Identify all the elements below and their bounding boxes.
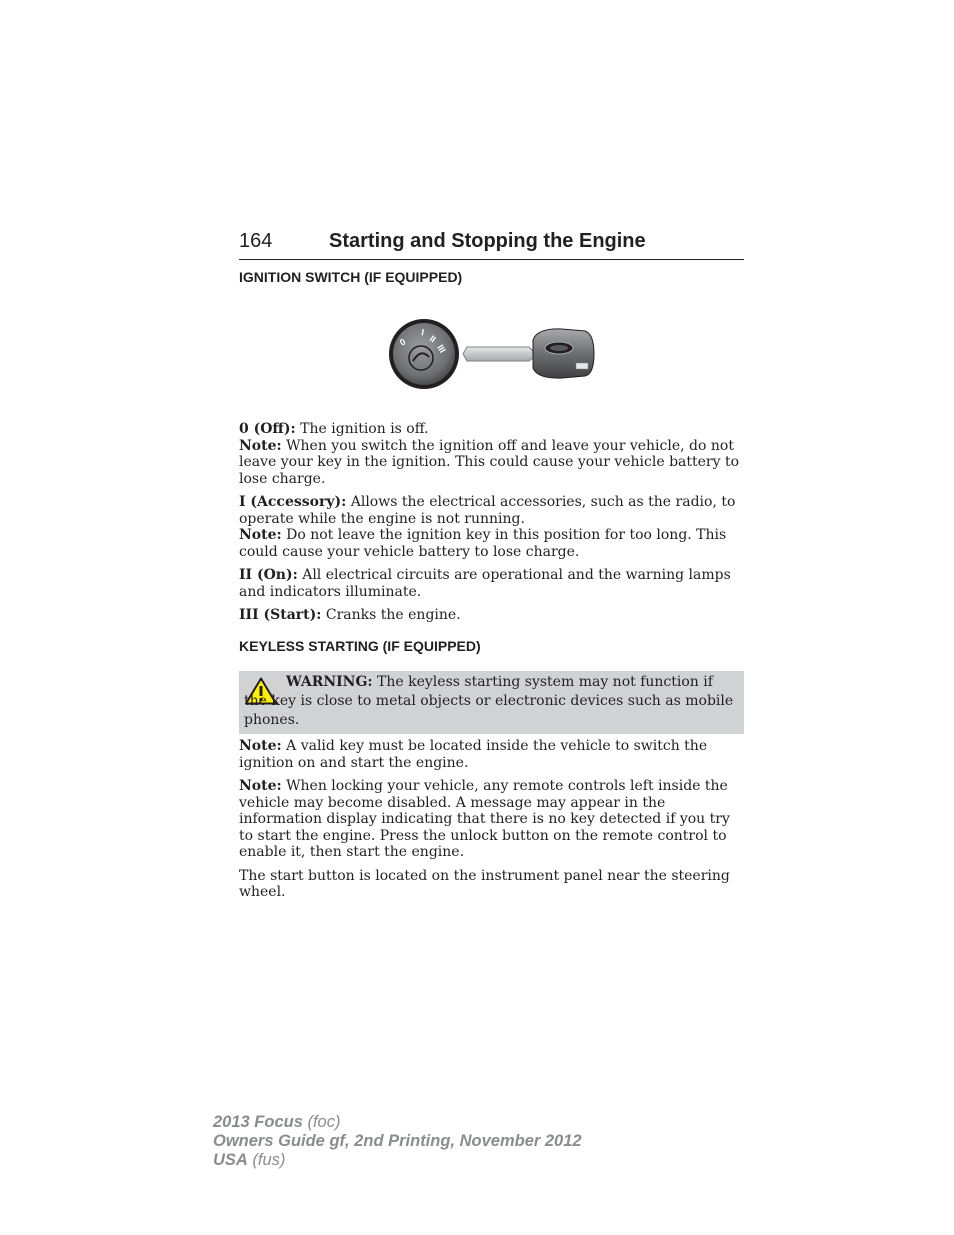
- note-text: A valid key must be located inside the vehicle to switch the ignition on and start the engine.: [239, 738, 708, 771]
- position-start: [239, 607, 744, 624]
- warning-box: [239, 671, 744, 734]
- position-on-term: II (On):: [239, 567, 298, 583]
- footer-market: USA: [213, 1151, 248, 1169]
- position-accessory-note: [239, 527, 744, 560]
- position-accessory-term: I (Accessory):: [239, 494, 347, 510]
- position-on: [239, 567, 744, 600]
- position-off: [239, 421, 744, 438]
- position-on-text: All electrical circuits are operational and the warning lamps and indicators illuminate.: [239, 567, 731, 600]
- dial-mark-3: III: [435, 343, 448, 355]
- note-term: Note:: [239, 437, 282, 454]
- note-term: Note:: [239, 778, 282, 794]
- keyless-note-2: [239, 778, 744, 861]
- ignition-positions-text: [239, 421, 744, 624]
- position-off-term: 0 (Off):: [239, 421, 296, 437]
- note-text: When locking your vehicle, any remote controls left inside the vehicle may become disabled. A message may appear in the information display indicating that there is no key detected if you try to start the engine. Press the unlock button on the remote control to enable it, then start the engine.: [239, 778, 730, 860]
- warning-term: WARNING:: [286, 674, 373, 690]
- note-text: Do not leave the ignition key in this position for too long. This could cause your vehicle battery to lose charge.: [239, 527, 727, 560]
- keyless-note-1: [239, 738, 744, 771]
- keyless-starting-heading: KEYLESS STARTING (IF EQUIPPED): [239, 638, 481, 654]
- chapter-title: Starting and Stopping the Engine: [329, 230, 646, 252]
- footer-model-code: (foc): [302, 1113, 341, 1131]
- note-term: Note:: [239, 738, 282, 754]
- warning-text: [244, 673, 734, 730]
- ignition-key-illustration: [387, 318, 597, 390]
- keyless-notes-text: [239, 738, 744, 901]
- footer-model: 2013 Focus: [213, 1113, 303, 1131]
- position-start-term: III (Start):: [239, 607, 322, 623]
- page-header: [239, 229, 744, 260]
- dial-mark-0: 0: [398, 336, 408, 348]
- dial-mark-1: I: [420, 327, 425, 338]
- position-off-note: [239, 438, 744, 488]
- position-off-text: The ignition is off.: [295, 421, 429, 437]
- start-button-location: The start button is located on the instrument panel near the steering wheel.: [239, 867, 730, 900]
- position-accessory-text: Allows the electrical accessories, such as the radio, to operate while the engine is not running.: [239, 494, 736, 527]
- ignition-switch-and-key-icon: [387, 318, 597, 390]
- page-number: 164: [239, 230, 273, 252]
- page-footer: [213, 1113, 582, 1170]
- note-text: When you switch the ignition off and leave your vehicle, do not leave your key in the ignition. This could cause your vehicle battery to lose charge.: [239, 437, 740, 487]
- position-accessory: [239, 494, 744, 527]
- position-start-text: Cranks the engine.: [321, 607, 461, 623]
- note-term: Note:: [239, 527, 282, 543]
- ignition-switch-heading: IGNITION SWITCH (IF EQUIPPED): [239, 269, 463, 285]
- footer-line-model: [213, 1113, 582, 1132]
- footer-line-market: [213, 1151, 582, 1170]
- footer-market-code: (fus): [247, 1151, 286, 1169]
- warning-body: The keyless starting system may not function if the key is close to metal objects or electronic devices such as mobile phones.: [244, 674, 734, 728]
- footer-line-edition: Owners Guide gf, 2nd Printing, November 2012: [213, 1132, 582, 1150]
- dial-mark-2: II: [427, 333, 438, 345]
